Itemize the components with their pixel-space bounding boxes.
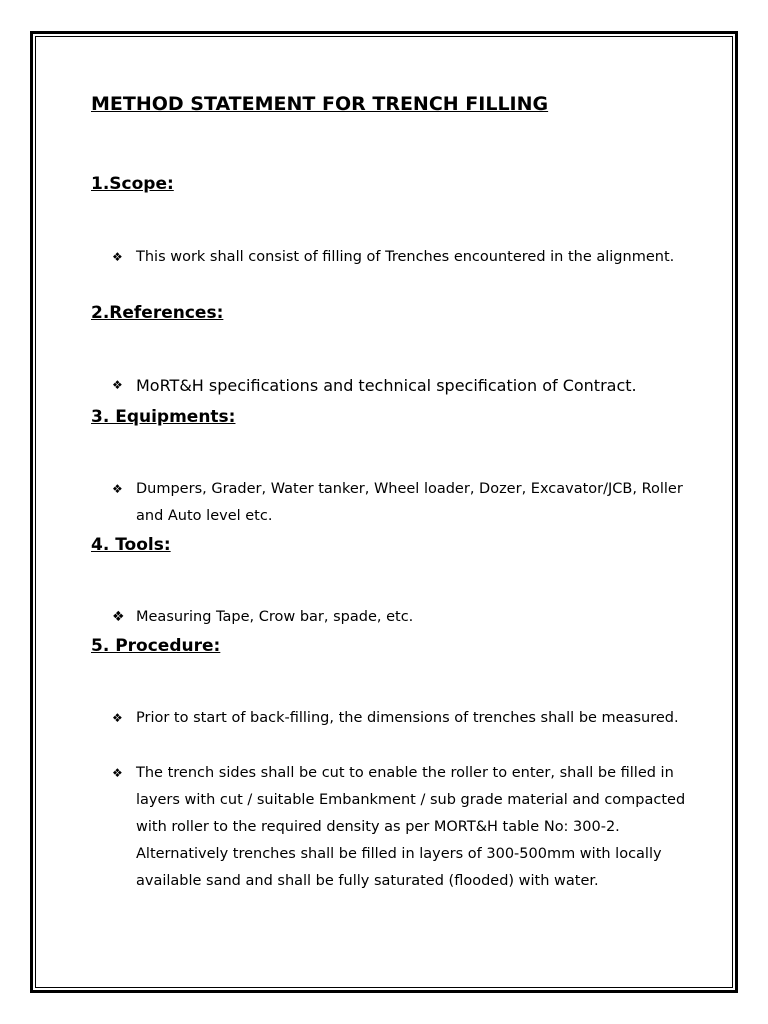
bullet-text: Measuring Tape, Crow bar, spade, etc.	[136, 609, 414, 625]
diamond-bullet-icon: ❖	[112, 250, 123, 264]
list-item	[112, 760, 692, 895]
section-heading-equipments: 3. Equipments:	[91, 407, 236, 427]
list-item	[112, 476, 692, 530]
section-heading-tools: 4. Tools:	[91, 535, 171, 555]
diamond-bullet-icon: ❖	[112, 482, 123, 496]
section-heading-scope: 1.Scope:	[91, 174, 174, 194]
diamond-bullet-icon: ❖	[112, 766, 123, 780]
bullet-text: MoRT&H specifications and technical specification of Contract.	[136, 376, 637, 395]
bullet-text: Prior to start of back-filling, the dimensions of trenches shall be measured.	[136, 710, 679, 726]
bullet-text: The trench sides shall be cut to enable the roller to enter, shall be filled in layers with cut / suitable Embankment / sub grade material and compacted with roller to the required density as per MORT&H table No: 300-2. Alternatively trenches shall be filled in layers of 300-500mm with locally available sand and shall be fully saturated (flooded) with water.	[136, 765, 686, 889]
diamond-bullet-icon: ❖	[112, 609, 125, 625]
list-item	[112, 244, 692, 271]
list-item	[112, 604, 692, 631]
document-title: METHOD STATEMENT FOR TRENCH FILLING	[91, 93, 549, 115]
bullet-text: This work shall consist of filling of Trenches encountered in the alignment.	[136, 249, 675, 265]
list-item	[112, 705, 692, 732]
diamond-bullet-icon: ❖	[112, 711, 123, 725]
bullet-text: Dumpers, Grader, Water tanker, Wheel loader, Dozer, Excavator/JCB, Roller and Auto level etc.	[136, 481, 683, 524]
list-item	[112, 372, 692, 399]
section-heading-procedure: 5. Procedure:	[91, 636, 221, 656]
section-heading-references: 2.References:	[91, 303, 224, 323]
diamond-bullet-icon: ❖	[112, 378, 123, 392]
